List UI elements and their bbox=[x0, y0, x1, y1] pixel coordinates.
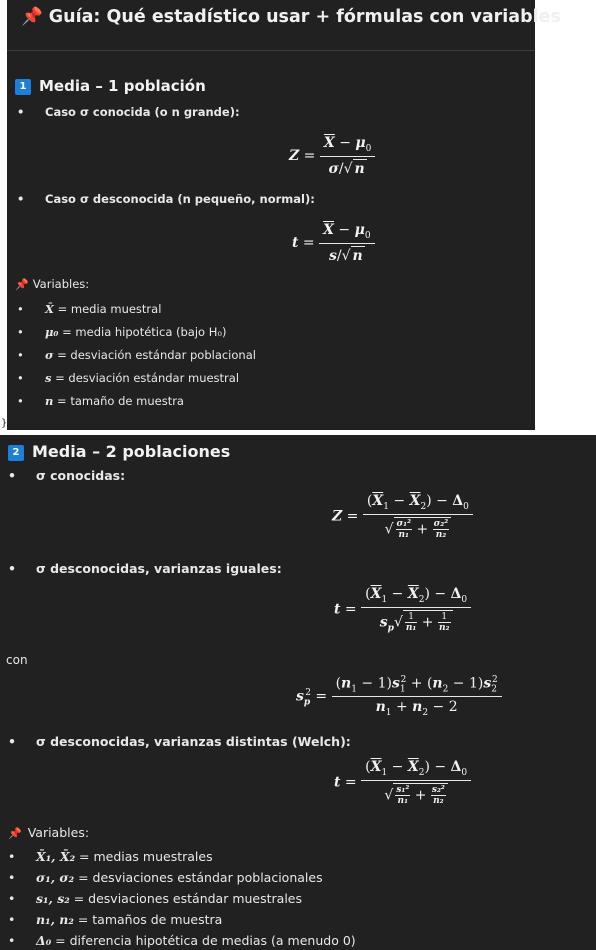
formula-z-one-sample: Z = $\frac{\overline{X} - \mu_0}{\sigma/√ n}$ bbox=[289, 135, 375, 177]
pushpin-icon: 📌 bbox=[15, 278, 29, 291]
title-divider bbox=[7, 50, 535, 51]
formula-t-pooled: t = $(\overline{X}_1 - \overline{X}_2) - \Delta_0$ $s_p√$ $\frac{1}{\text{n₁}}$ + $\frac{1}{\text{n₂}}$ bbox=[334, 586, 471, 633]
list-item: • X̄₁, X̄₂ = medias muestrales bbox=[8, 849, 213, 864]
stray-brace: } bbox=[1, 418, 8, 429]
number-2-icon: 2 bbox=[8, 445, 24, 461]
list-item: • n₁, n₂ = tamaños de muestra bbox=[8, 912, 223, 927]
case-sigmas-known: • σ conocidas: bbox=[8, 468, 126, 483]
panel-one-population bbox=[7, 0, 561, 430]
section1-heading: 1 Media – 1 población bbox=[15, 77, 206, 95]
page-title: 📌 Guía: Qué estadístico usar + fórmulas con variables bbox=[21, 7, 561, 27]
section2-heading: 2 Media – 2 poblaciones bbox=[8, 442, 230, 461]
formula-t-welch: t = $(\overline{X}_1 - \overline{X}_2) - \Delta_0$ √ $\frac{\text{s₁²}}{\text{n₁}}$ + $\frac{\text{s₂²}}{\text{n₂}}$ bbox=[334, 759, 471, 806]
list-item: • n = tamaño de muestra bbox=[17, 394, 184, 408]
list-item: • s₁, s₂ = desviaciones estándar muestrales bbox=[8, 891, 302, 906]
case-sigma-unknown: • Caso σ desconocida (n pequeño, normal): bbox=[17, 192, 315, 206]
variables-label-2: 📌 Variables: bbox=[8, 825, 90, 840]
list-item: • s = desviación estándar muestral bbox=[17, 371, 240, 385]
formula-z-two-sample: Z = $(\overline{X}_1 - \overline{X}_2) - \Delta_0$ √ $\frac{\text{σ₁²}}{\text{n₁}}$ + $\frac{\text{σ₂²}}{\text{n₂}}$ bbox=[332, 493, 473, 540]
list-item: • Δ₀ = diferencia hipotética de medias (a menudo 0) bbox=[8, 933, 356, 948]
panel-two-populations bbox=[0, 435, 596, 950]
variables-label-1: 📌 Variables: bbox=[15, 277, 90, 291]
case-welch: • σ desconocidas, varianzas distintas (Welch): bbox=[8, 734, 351, 749]
pushpin-icon: 📌 bbox=[8, 827, 22, 840]
list-item: • X̄ = media muestral bbox=[17, 302, 162, 316]
formula-pooled-variance: $s_p^2$ = $\frac{(n_1 - 1)s_1^2 + (n_2 - 1)s_2^2}{n_1 + n_2 - 2}$ bbox=[296, 675, 502, 718]
pushpin-icon: 📌 bbox=[21, 7, 43, 27]
con-label: con bbox=[6, 653, 28, 667]
number-1-icon: 1 bbox=[15, 79, 31, 95]
list-item: • σ = desviación estándar poblacional bbox=[17, 348, 256, 362]
formula-t-one-sample: t = $\frac{\overline{X} - \mu_0}{s/√ n}$ bbox=[292, 222, 375, 264]
list-item: • σ₁, σ₂ = desviaciones estándar poblacionales bbox=[8, 870, 323, 885]
case-equal-variances: • σ desconocidas, varianzas iguales: bbox=[8, 561, 282, 576]
case-sigma-known: • Caso σ conocida (o n grande): bbox=[17, 105, 240, 119]
list-item: • μ₀ = media hipotética (bajo H₀) bbox=[17, 325, 227, 339]
